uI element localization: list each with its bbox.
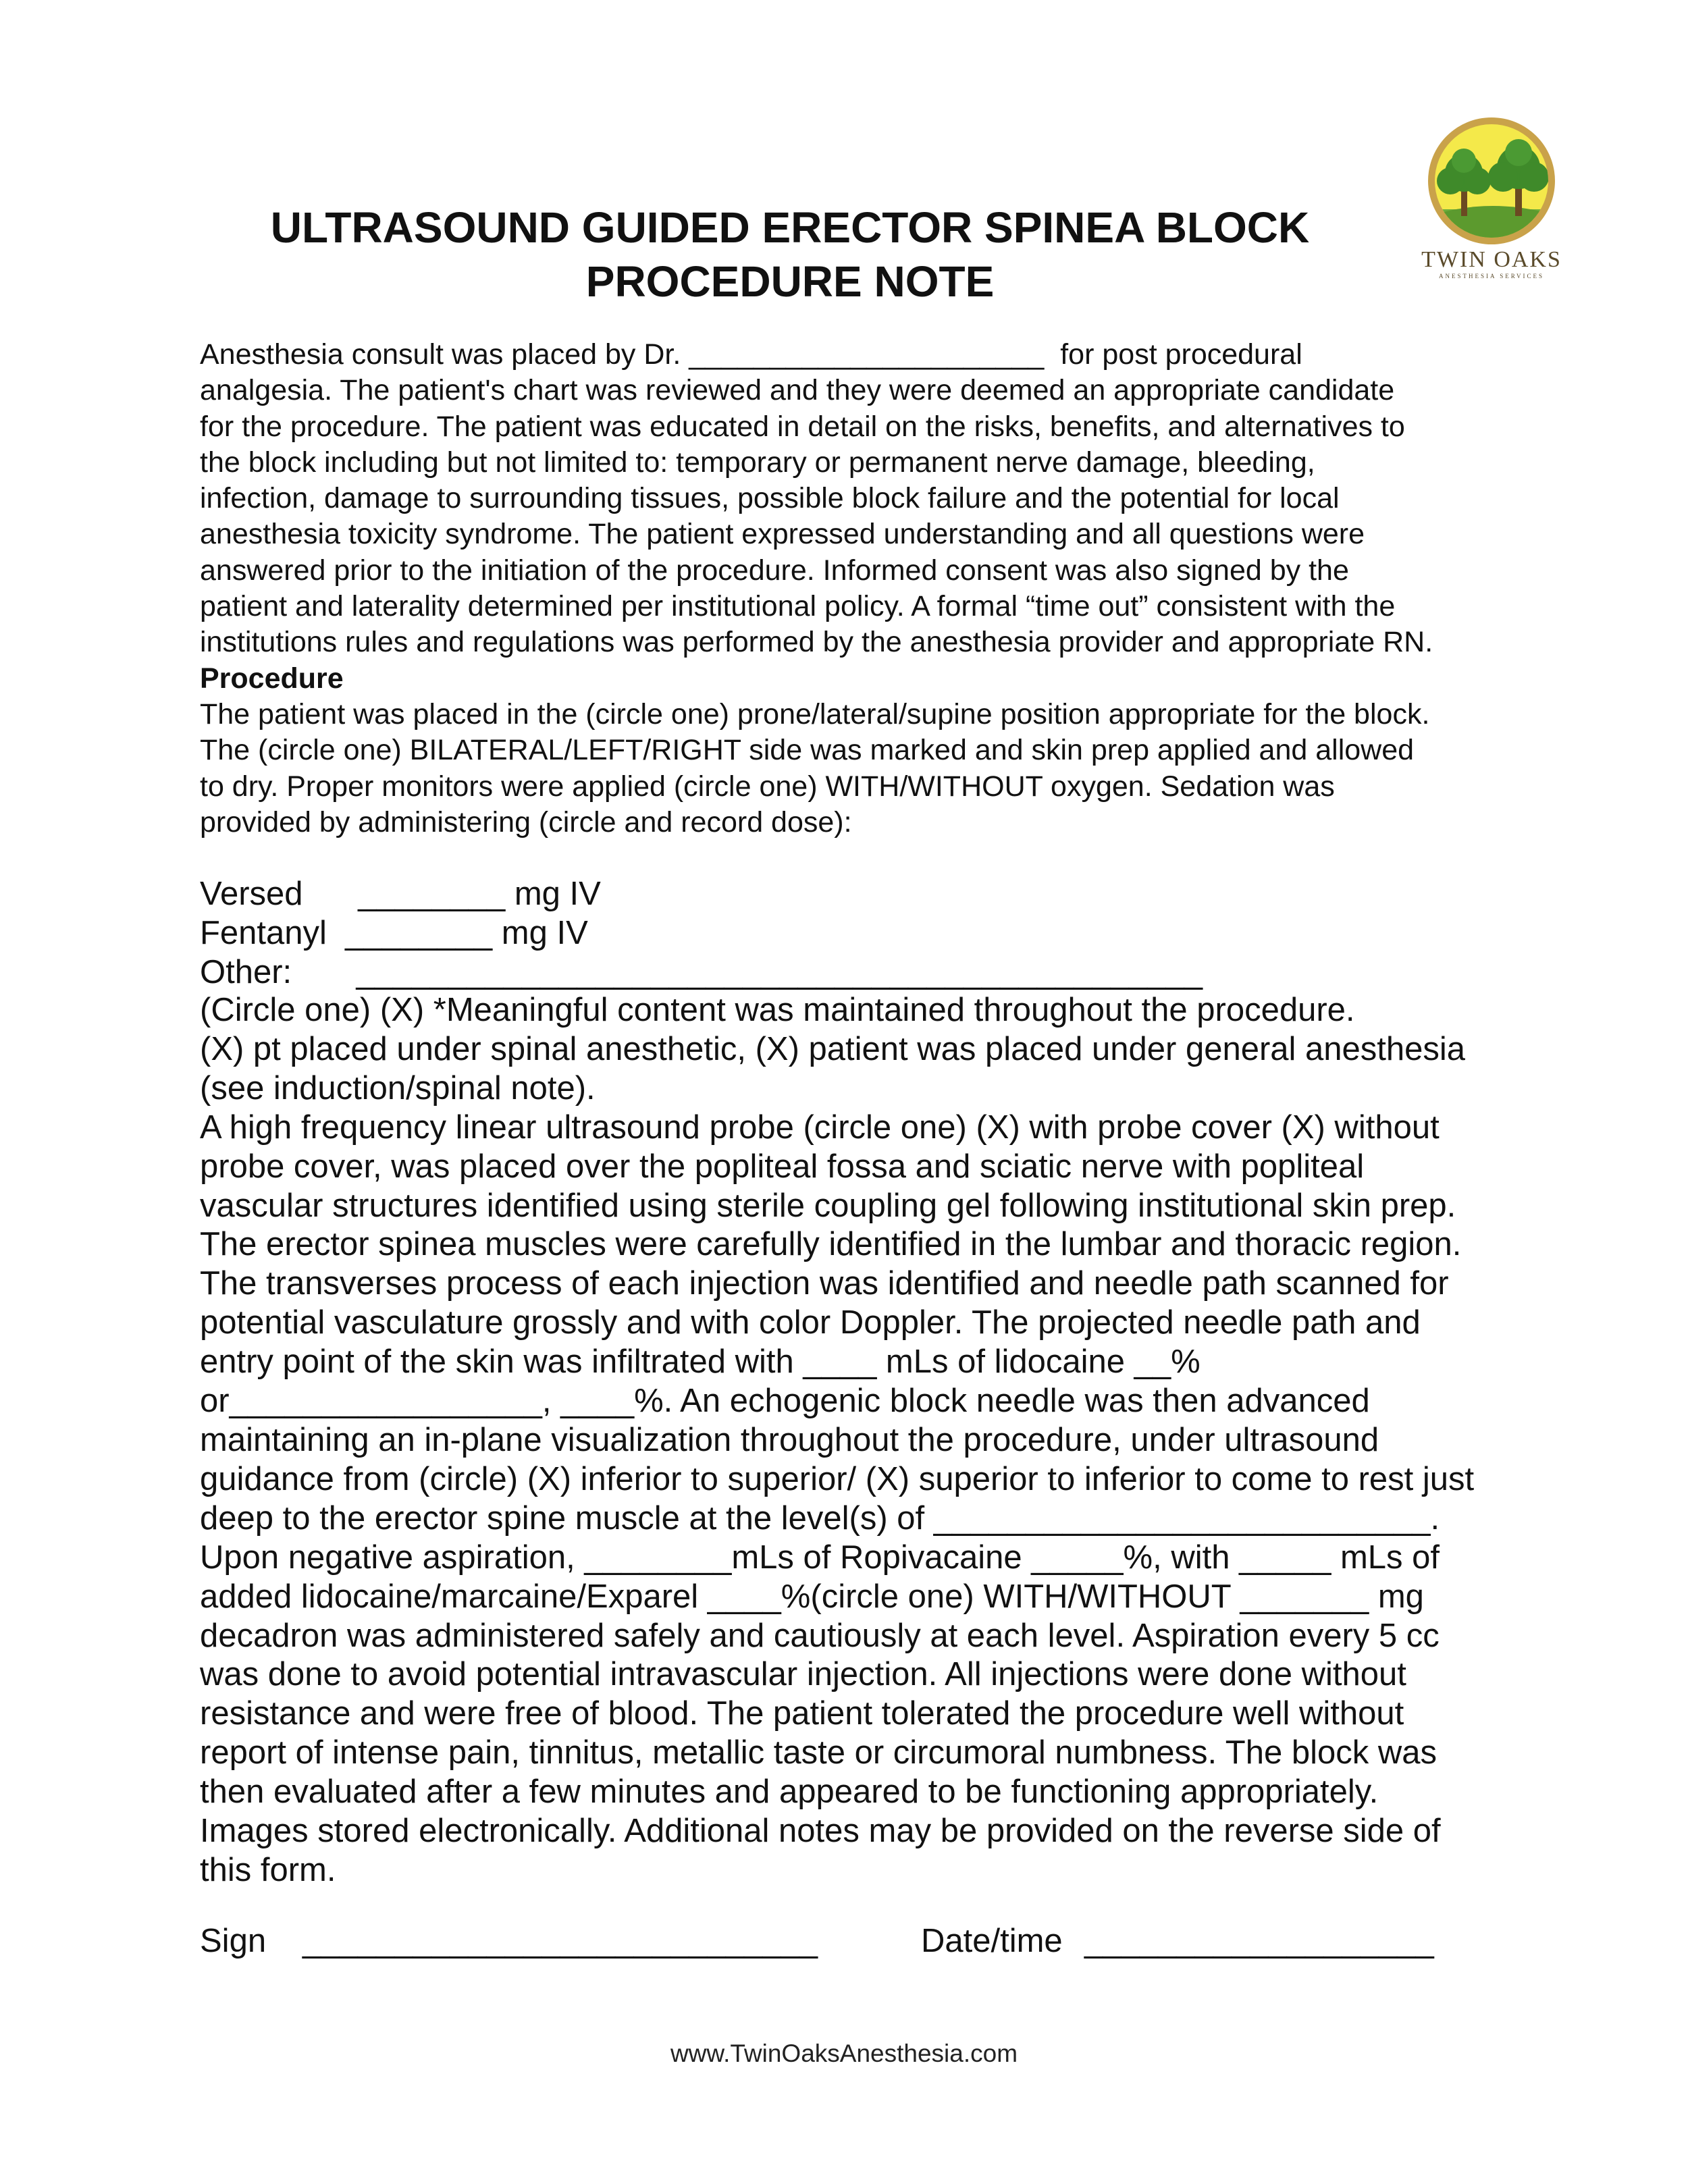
date-time-field[interactable]: ___________________ <box>1084 1923 1434 1959</box>
main-line: or_________________, ____%. An echogenic block needle was then advanced <box>200 1383 1370 1420</box>
main-line: maintaining an in-plane visualization throughout the procedure, under ultrasound <box>200 1421 1379 1458</box>
procedure-line: The (circle one) BILATERAL/LEFT/RIGHT side was marked and skin prep applied and allowed <box>200 734 1415 767</box>
main-line: guidance from (circle) (X) inferior to superior/ (X) superior to inferior to come to rest just <box>200 1460 1475 1497</box>
main-line: entry point of the skin was infiltrated with ____ mLs of lidocaine __% <box>200 1343 1201 1381</box>
intro-line: infection, damage to surrounding tissues, possible block failure and the potential for local <box>200 482 1340 515</box>
intro-paragraph <box>200 337 1496 661</box>
sign-label: Sign <box>200 1923 267 1959</box>
intro-line: the block including but not limited to: temporary or permanent nerve damage, bleeding, <box>200 446 1315 479</box>
document-title-line-1: ULTRASOUND GUIDED ERECTOR SPINEA BLOCK <box>270 203 1310 252</box>
intro-line: analgesia. The patient's chart was reviewed and they were deemed an appropriate candidate <box>200 374 1395 407</box>
main-line: A high frequency linear ultrasound probe (circle one) (X) with probe cover (X) without <box>200 1109 1440 1146</box>
intro-line: answered prior to the initiation of the procedure. Informed consent was also signed by the <box>200 554 1349 587</box>
block-details-paragraph <box>200 991 1523 1890</box>
twin-oaks-logo <box>1417 115 1566 277</box>
main-line: The transverses process of each injection was identified and needle path scanned for <box>200 1265 1449 1302</box>
fentanyl-dose-line: Fentanyl ________ mg IV <box>200 914 588 951</box>
intro-line: institutions rules and regulations was performed by the anesthesia provider and appropriate RN. <box>200 626 1433 659</box>
main-line: (X) pt placed under spinal anesthetic, (X) patient was placed under general anesthesia <box>200 1030 1466 1067</box>
main-line: vascular structures identified using sterile coupling gel following institutional skin prep. <box>200 1187 1456 1224</box>
logo-brand-text: TWIN OAKS <box>1421 247 1562 272</box>
intro-line: for the procedure. The patient was educated in detail on the risks, benefits, and alternatives to <box>200 410 1405 443</box>
website-footer: www.TwinOaksAnesthesia.com <box>670 2040 1018 2067</box>
signature-field[interactable]: ____________________________ <box>302 1923 818 1959</box>
sedation-dose-list <box>200 875 1523 992</box>
logo-tagline-text: ANESTHESIA SERVICES <box>1438 273 1545 279</box>
main-line: (Circle one) (X) *Meaningful content was maintained throughout the procedure. <box>200 992 1355 1028</box>
intro-line: anesthesia toxicity syndrome. The patient expressed understanding and all questions were <box>200 518 1365 551</box>
main-line: probe cover, was placed over the popliteal fossa and sciatic nerve with popliteal <box>200 1148 1365 1185</box>
main-line: decadron was administered safely and cautiously at each level. Aspiration every 5 cc <box>200 1617 1440 1654</box>
main-line: then evaluated after a few minutes and appeared to be functioning appropriately. <box>200 1774 1379 1811</box>
procedure-line: The patient was placed in the (circle one) prone/lateral/supine position appropriate for the block. <box>200 698 1430 730</box>
procedure-line: provided by administering (circle and record dose): <box>200 805 852 838</box>
document-title-line-2: PROCEDURE NOTE <box>585 257 995 306</box>
procedure-line: to dry. Proper monitors were applied (circle one) WITH/WITHOUT oxygen. Sedation was <box>200 770 1335 803</box>
main-line: this form. <box>200 1851 336 1888</box>
main-line: deep to the erector spine muscle at the level(s) of ___________________________. <box>200 1499 1440 1537</box>
versed-dose-line: Versed ________ mg IV <box>200 876 601 912</box>
main-line: added lidocaine/marcaine/Exparel ____%(circle one) WITH/WITHOUT _______ mg <box>200 1578 1424 1615</box>
procedure-heading: Procedure <box>200 662 344 695</box>
main-line: potential vasculature grossly and with color Doppler. The projected needle path and <box>200 1304 1421 1341</box>
main-line: report of intense pain, tinnitus, metallic taste or circumoral numbness. The block was <box>200 1734 1437 1772</box>
oak-trees-emblem-icon <box>1417 115 1566 247</box>
main-line: was done to avoid potential intravascular injection. All injections were done without <box>200 1656 1406 1693</box>
other-dose-line: Other: ______________________________________________ <box>200 953 1203 990</box>
date-time-label: Date/time <box>921 1923 1063 1959</box>
main-line: Upon negative aspiration, ________mLs of Ropivacaine _____%, with _____ mLs of <box>200 1539 1440 1576</box>
procedure-paragraph <box>200 697 1496 841</box>
intro-line: patient and laterality determined per institutional policy. A formal “time out” consistent with the <box>200 590 1396 623</box>
main-line: The erector spinea muscles were carefully identified in the lumbar and thoracic region. <box>200 1226 1462 1263</box>
main-line: (see induction/spinal note). <box>200 1069 596 1107</box>
main-line: resistance and were free of blood. The patient tolerated the procedure well without <box>200 1695 1404 1732</box>
intro-line: Anesthesia consult was placed by Dr. ______________________ for post procedural <box>200 338 1302 371</box>
main-line: Images stored electronically. Additional notes may be provided on the reverse side of <box>200 1813 1441 1850</box>
